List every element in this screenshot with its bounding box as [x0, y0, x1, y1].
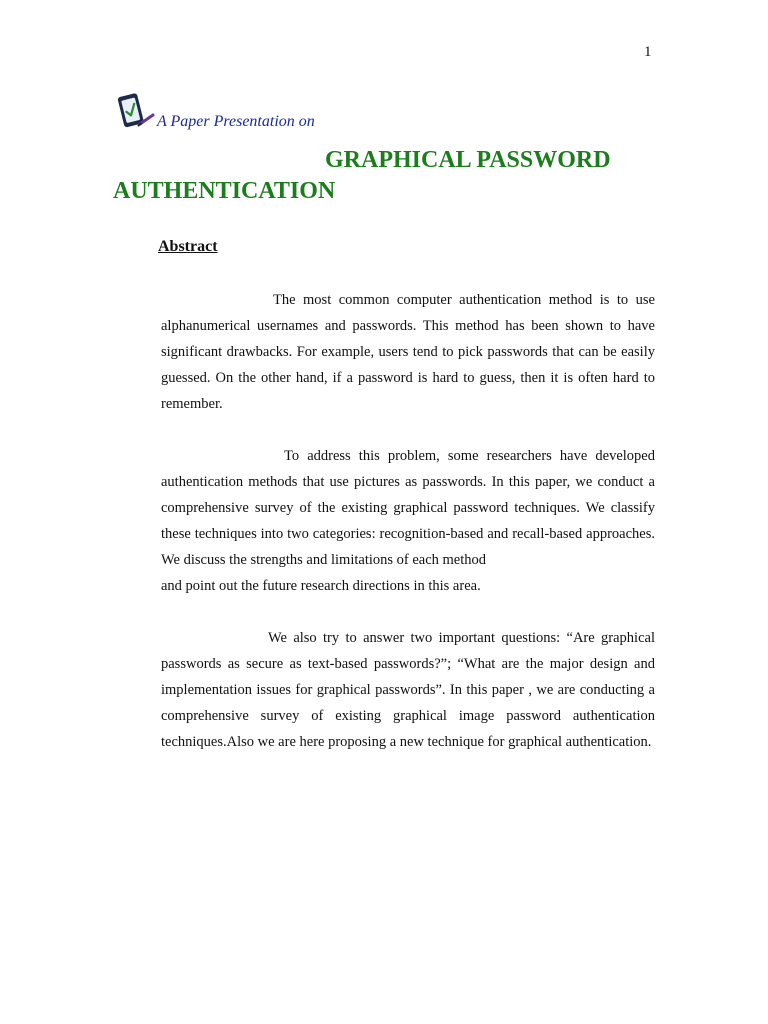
abstract-heading: Abstract	[158, 238, 218, 255]
paper-title-line-2: AUTHENTICATION	[113, 178, 336, 204]
paper-title-line-1: GRAPHICAL PASSWORD	[325, 147, 611, 173]
abstract-paragraph-1	[161, 287, 655, 417]
abstract-paragraph-2-last-line: and point out the future research directions in this area.	[161, 578, 481, 594]
document-checkmark-pen-icon	[114, 91, 156, 131]
abstract-paragraph-3	[161, 625, 655, 755]
abstract-paragraph-2-text: To address this problem, some researchers have developed authentication methods that use pictures as passwords. In this paper, we conduct a comprehensive survey of the existing graphical password techniques. We classify these techniques into two categories: recognition-based and recall-based approaches. We discuss the strengths and limitations of each method	[161, 448, 655, 568]
abstract-paragraph-1-text: The most common computer authentication method is to use alphanumerical usernames and passwords. This method has been shown to have significant drawbacks. For example, users tend to pick passwords that can be easily guessed. On the other hand, if a password is hard to guess, then it is often hard to remember.	[161, 292, 655, 412]
abstract-paragraph-3-text: We also try to answer two important questions: “Are graphical passwords as secure as text-based passwords?”; “What are the major design and implementation issues for graphical passwords”. In this paper , we are conducting a comprehensive survey of existing graphical image password authentication techniques.Also we are here proposing a new technique for graphical authentication.	[161, 630, 655, 750]
abstract-paragraph-2	[161, 443, 655, 599]
presentation-subtitle: A Paper Presentation on	[157, 113, 315, 130]
page-number: 1	[644, 44, 652, 60]
